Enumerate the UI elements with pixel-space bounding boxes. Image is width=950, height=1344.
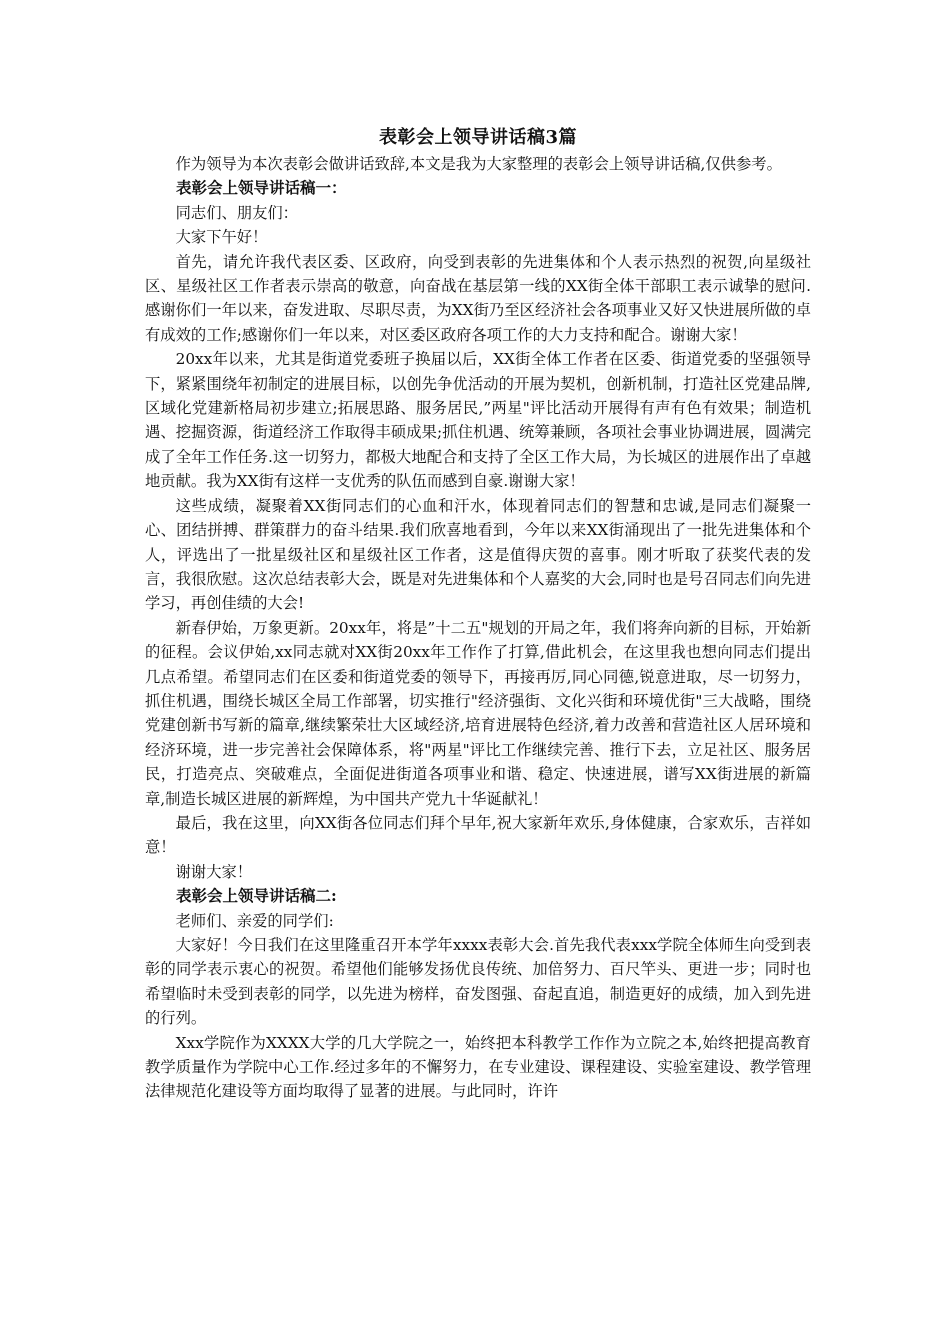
speech1-paragraph: 20xx年以来，尤其是街道党委班子换届以后，XX街全体工作者在区委、街道党委的坚强领导下，紧紧围绕年初制定的进展目标，以创先争优活动的开展为契机，创新机制，打造社区党建品牌,区域化党建新格局初步建立;拓展思路、服务居民,”两星"评比活动开展得有声有色有效果；制造机遇、挖掘资源，街道经济工作取得丰硕成果;抓住机遇、统筹兼顾，各项社会事业协调进展，圆满完成了全年工作任务.这一切努力，都极大地配合和支持了全区工作大局，为长城区的进展作出了卓越地贡献。我为XX街有这样一支优秀的队伍而感到自豪.谢谢大家！ xyxy=(145,350,811,491)
speech1-thanks: 谢谢大家！ xyxy=(175,862,253,881)
speech1-heading: 表彰会上领导讲话稿一： xyxy=(176,178,347,198)
document-title: 表彰会上领导讲话稿3篇 xyxy=(378,127,578,148)
speech2-paragraph: Xxx学院作为XXXX大学的几大学院之一，始终把本科教学工作作为立院之本,始终把提高教育教学质量作为学院中心工作.经过多年的不懈努力，在专业建设、课程建设、实验室建设、教学管理法律规范化建设等方面均取得了显著的进展。与此同时，许许 xyxy=(145,1033,811,1101)
speech1-paragraph: 首先，请允许我代表区委、区政府，向受到表彰的先进集体和个人表示热烈的祝贺,向星级社区、星级社区工作者表示崇高的敬意，向奋战在基层第一线的XX街全体干部职工表示诚挚的慰问.感谢你们一年以来，奋发进取、尽职尽责，为XX街乃至区经济社会各项事业又好又快进展所做的卓有成效的工作;感谢你们一年以来，对区委区政府各项工作的大力支持和配合。谢谢大家！ xyxy=(145,252,811,344)
document-page xyxy=(145,126,811,1104)
speech1-greeting: 同志们、朋友们： xyxy=(175,203,298,222)
intro-paragraph: 作为领导为本次表彰会做讲话致辞,本文是我为大家整理的表彰会上领导讲话稿,仅供参考。 xyxy=(175,155,782,173)
speech1-hello: 大家下午好！ xyxy=(175,228,268,247)
speech2-greeting: 老师们、亲爱的同学们: xyxy=(175,911,334,930)
speech1-paragraph: 最后，我在这里，向XX街各位同志们拜个早年,祝大家新年欢乐,身体健康，合家欢乐，吉祥如意！ xyxy=(145,813,811,857)
speech1-paragraph: 新春伊始，万象更新。20xx年，将是”十二五"规划的开局之年，我们将奔向新的目标，开始新的征程。会议伊始,xx同志就对XX街20xx年工作作了打算,借此机会，在这里我也想向同志们提出几点希望。希望同志们在区委和街道党委的领导下，再接再厉,同心同德,锐意进取，尽一切努力，抓住机遇，围绕长城区全局工作部署，切实推行"经济强街、文化兴街和环境优街"三大战略，围绕党建创新书写新的篇章,继续繁荣壮大区域经济,培育进展特色经济,着力改善和营造社区人居环境和经济环境，进一步完善社会保障体系，将"两星"评比工作继续完善、推行下去，立足社区、服务居民，打造亮点、突破难点，全面促进街道各项事业和谐、稳定、快速进展，谱写XX街进展的新篇章,制造长城区进展的新辉煌，为中国共产党九十华诞献礼！ xyxy=(145,618,811,808)
speech2-heading: 表彰会上领导讲话稿二: xyxy=(176,886,337,906)
speech2-paragraph: 大家好！今日我们在这里隆重召开本学年xxxx表彰大会.首先我代表xxx学院全体师生向受到表彰的同学表示衷心的祝贺。希望他们能够发扬优良传统、加倍努力、百尺竿头、更进一步；同时也希望临时未受到表彰的同学，以先进为榜样，奋发图强、奋起直追，制造更好的成绩，加入到先进的行列。 xyxy=(145,936,811,1028)
speech1-paragraph: 这些成绩，凝聚着XX街同志们的心血和汗水，体现着同志们的智慧和忠诚,是同志们凝聚一心、团结拼搏、群策群力的奋斗结果.我们欣喜地看到，今年以来XX街涌现出了一批先进集体和个人，评选出了一批星级社区和星级社区工作者，这是值得庆贺的喜事。刚才听取了获奖代表的发言，我很欣慰。这次总结表彰大会，既是对先进集体和个人嘉奖的大会,同时也是号召同志们向先进学习，再创佳绩的大会! xyxy=(145,496,811,613)
